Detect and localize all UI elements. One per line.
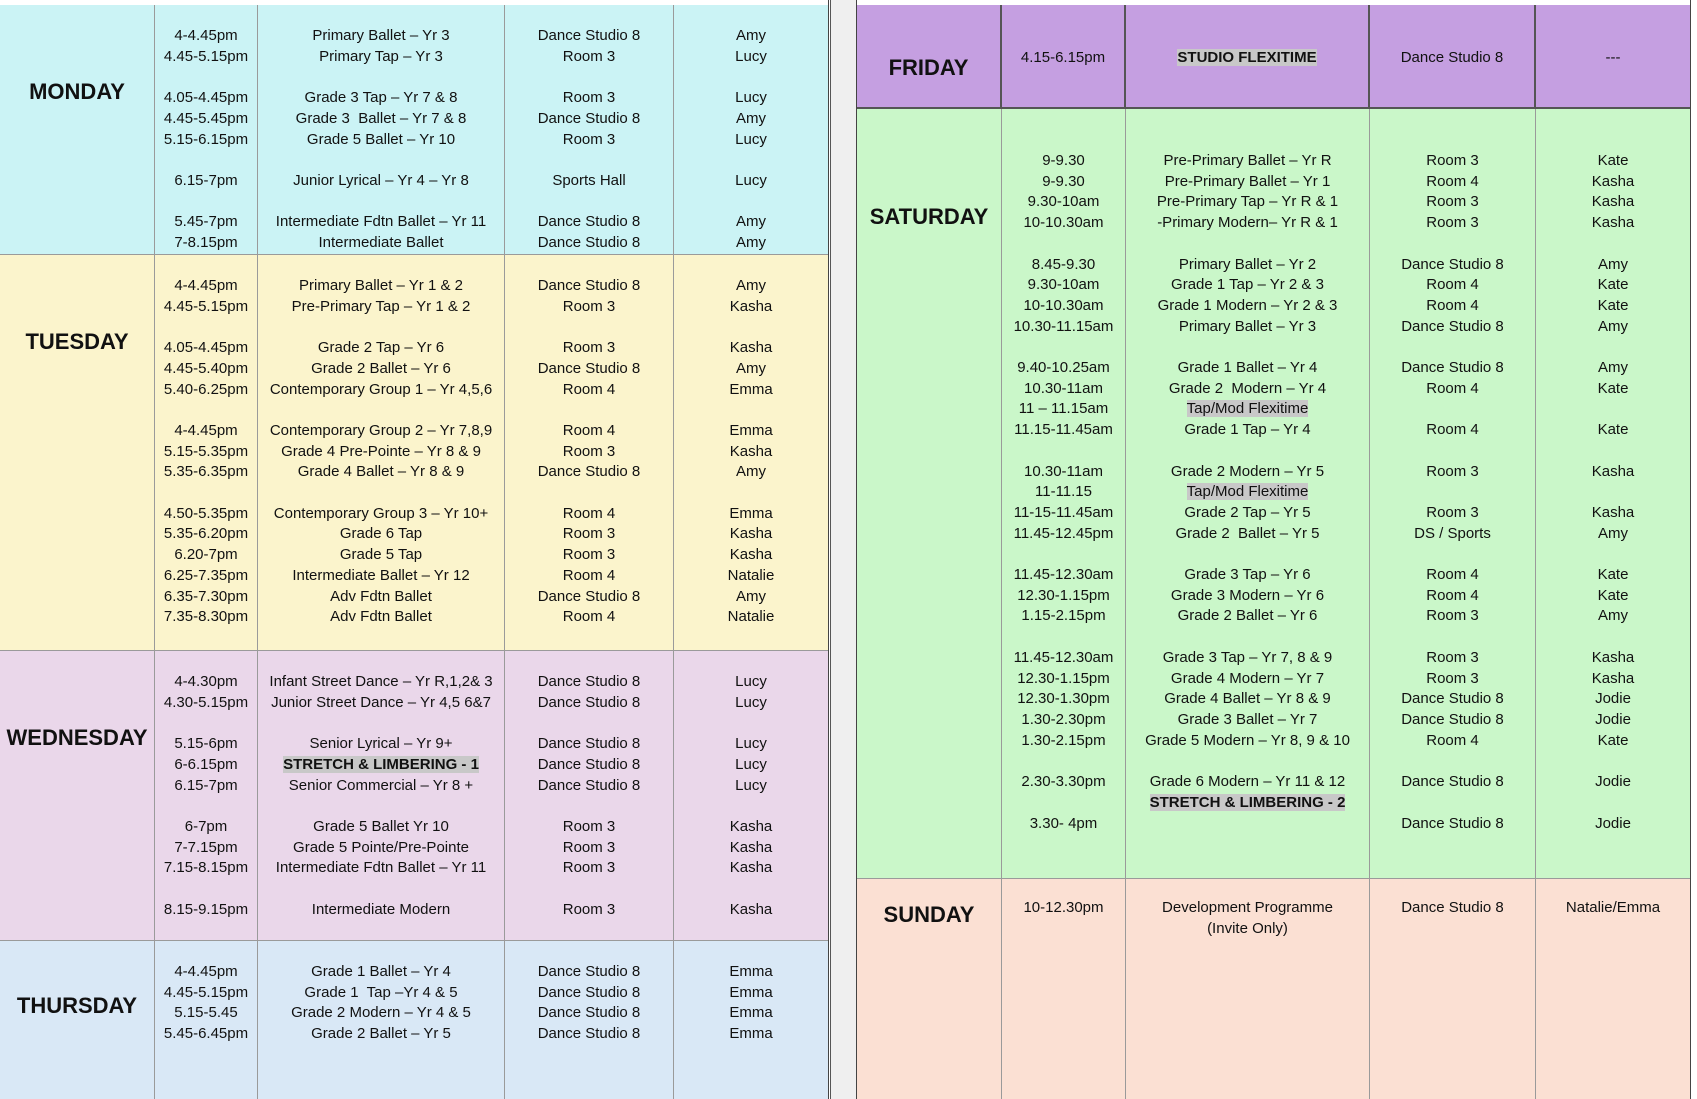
highlighted-class: STRETCH & LIMBERING - 1: [283, 755, 479, 773]
day-row-friday: [857, 5, 1690, 109]
class-highlight: [1126, 399, 1369, 420]
day-name: TUESDAY: [25, 329, 129, 354]
day-name: MONDAY: [29, 79, 125, 104]
teacher-cell: Kate Kasha Kasha Kasha Amy Kate Kate Amy Amy Kate Kate Kasha Kasha Amy Kate Kate Amy Kasha Kasha Jodie Jodie Kate Jodie Jodie: [1591, 152, 1635, 832]
day-name: SATURDAY: [869, 204, 989, 229]
room-cell: Dance Studio 8 Dance Studio 8 Dance Studio 8 Dance Studio 8: [505, 941, 674, 1099]
timetable-right: [856, 0, 1691, 1099]
day-name: THURSDAY: [16, 993, 138, 1018]
day-cell: [857, 879, 1002, 1099]
class-cell: [1126, 109, 1370, 878]
day-cell: [857, 5, 1002, 107]
room-cell: Dance Studio 8 Room 3 Room 3 Dance Studio 8 Room 3 Sports Hall Dance Studio 8 Dance Studio 8: [505, 5, 674, 254]
class-cell: [258, 651, 505, 940]
highlighted-class: Tap/Mod Flexitime: [1186, 483, 1309, 501]
class-list: Infant Street Dance – Yr R,1,2& 3 Junior Street Dance – Yr 4,5 6&7 Senior Lyrical – Yr 9+: [269, 673, 493, 753]
day-row-wednesday: [0, 651, 828, 941]
time-cell: 4.15-6.15pm: [1002, 5, 1126, 107]
page-gap: [830, 0, 857, 1099]
day-cell: [0, 5, 155, 254]
room-cell: Room 3 Room 4 Room 3 Room 3 Dance Studio 8 Room 4 Room 4 Dance Studio 8 Dance Studio 8 Room 4 Room 4 Room 3 Room 3 DS / Sports Room 4 Room 4 Room 3 Room 3 Room 3 Dance Studio 8 Dance Studio 8 Room 4 Dance Studio 8 Dance Studio 8: [1370, 109, 1536, 878]
class-highlight: [1126, 793, 1369, 814]
class-cell: Primary Ballet – Yr 1 & 2 Pre-Primary Tap – Yr 1 & 2 Grade 2 Tap – Yr 6 Grade 2 Ballet – Yr 6 Contemporary Group 1 – Yr 4,5,6 Contemporary Group 2 – Yr 7,8,9 Grade 4 Pre-Pointe – Yr 8 & 9 Grade 4 Ballet – Yr 8 & 9 Contemporary Group 3 – Yr 10+ Grade 6 Tap Grade 5 Tap Intermediate Ballet – Yr 12 Adv Fdtn Ballet Adv Fdtn Ballet: [258, 255, 505, 650]
day-name: WEDNESDAY: [6, 725, 148, 750]
teacher-cell: Amy Lucy Lucy Amy Lucy Lucy Amy Amy: [735, 27, 767, 252]
day-name: FRIDAY: [888, 55, 969, 80]
timetable-left: [0, 0, 829, 1099]
room-cell: Dance Studio 8 Room 3 Room 3 Dance Studio 8 Room 4 Room 4 Room 3 Dance Studio 8 Room 4 Room 3 Room 3 Room 4 Dance Studio 8 Room 4: [505, 255, 674, 650]
time-cell: 4-4.45pm 4.45-5.15pm 5.15-5.45 5.45-6.45pm: [155, 941, 258, 1099]
highlighted-class: STRETCH & LIMBERING - 2: [1149, 793, 1346, 811]
day-row-monday: [0, 5, 828, 255]
highlighted-class: Tap/Mod Flexitime: [1186, 400, 1309, 418]
class-list: Grade 2 Tap – Yr 5 Grade 2 Ballet – Yr 5 Grade 3 Tap – Yr 6 Grade 3 Modern – Yr 6 Grade 2 Ballet – Yr 6 Grade 3 Tap – Yr 7, 8 & 9 Grade 4 Modern – Yr 7 Grade 4 Ballet – Yr 8 & 9 Grade 3 Ballet – Yr 7 Grade 5 Modern – Yr 8, 9 & 10 Grade 6 Modern – Yr 11 & 12: [1145, 503, 1350, 791]
time-cell: 9-9.30 9-9.30 9.30-10am 10-10.30am 8.45-9.30 9.30-10am 10-10.30am 10.30-11.15am 9.40-10.25am 10.30-11am 11 – 11.15am 11.15-11.45am 10.30-11am 11-11.15 11-15-11.45am 11.45-12.45pm 11.45-12.30am 12.30-1.15pm 1.15-2.15pm 11.45-12.30am 12.30-1.15pm 12.30-1.30pm 1.30-2.30pm 1.30-2.15pm 2.30-3.30pm 3.30- 4pm: [1002, 109, 1126, 878]
class-cell: [1126, 5, 1370, 107]
time-cell: 4-4.45pm 4.45-5.15pm 4.05-4.45pm 4.45-5.45pm 5.15-6.15pm 6.15-7pm 5.45-7pm 7-8.15pm: [155, 5, 258, 254]
day-row-tuesday: [0, 255, 828, 651]
class-cell: Grade 1 Ballet – Yr 4 Grade 1 Tap –Yr 4 & 5 Grade 2 Modern – Yr 4 & 5 Grade 2 Ballet – Yr 5: [258, 941, 505, 1099]
room-cell: Dance Studio 8: [1370, 5, 1536, 107]
day-cell: [0, 255, 155, 650]
class-list: Pre-Primary Ballet – Yr R Pre-Primary Ballet – Yr 1 Pre-Primary Tap – Yr R & 1 -Primary Modern– Yr R & 1 Primary Ballet – Yr 2 Grade 1 Tap – Yr 2 & 3 Grade 1 Modern – Yr 2 & 3 Primary Ballet – Yr 3 Grade 1 Ballet – Yr 4 Grade 2 Modern – Yr 4: [1156, 152, 1339, 397]
day-row-saturday: [857, 109, 1690, 879]
room-cell: Dance Studio 8: [1370, 879, 1536, 1099]
day-row-sunday: [857, 879, 1690, 1099]
time-cell: 10-12.30pm: [1002, 879, 1126, 1099]
teacher-cell: Amy Kasha Kasha Amy Emma Emma Kasha Amy Emma Kasha Kasha Natalie Amy Natalie: [727, 277, 775, 626]
class-cell: Primary Ballet – Yr 3 Primary Tap – Yr 3 Grade 3 Tap – Yr 7 & 8 Grade 3 Ballet – Yr 7 & 8 Grade 5 Ballet – Yr 10 Junior Lyrical – Yr 4 – Yr 8 Intermediate Fdtn Ballet – Yr 11 Intermediate Ballet: [258, 5, 505, 254]
time-cell: 4-4.30pm 4.30-5.15pm 5.15-6pm 6-6.15pm 6.15-7pm 6-7pm 7-7.15pm 7.15-8.15pm 8.15-9.15pm: [155, 651, 258, 940]
class-highlight: [1126, 482, 1369, 503]
teacher-cell: Natalie/Emma: [1565, 899, 1661, 916]
teacher-cell: Emma Emma Emma Emma: [729, 963, 773, 1043]
teacher-cell: Lucy Lucy Lucy Lucy Lucy Kasha Kasha Kasha Kasha: [729, 673, 773, 918]
class-list: Senior Commercial – Yr 8 + Grade 5 Ballet Yr 10 Grade 5 Pointe/Pre-Pointe Intermediate Fdtn Ballet – Yr 11 Intermediate Modern: [275, 776, 487, 918]
highlighted-class: STUDIO FLEXITIME: [1177, 49, 1317, 66]
day-name: SUNDAY: [883, 902, 975, 927]
teacher-cell: ---: [1605, 49, 1621, 66]
day-cell: [0, 651, 155, 940]
day-row-thursday: [0, 941, 828, 1099]
class-list: Grade 1 Tap – Yr 4 Grade 2 Modern – Yr 5: [1170, 421, 1325, 480]
day-cell: [857, 109, 1002, 878]
class-cell: Development Programme (Invite Only): [1126, 879, 1370, 1099]
class-highlight: [258, 755, 504, 776]
day-cell: [0, 941, 155, 1099]
time-cell: 4-4.45pm 4.45-5.15pm 4.05-4.45pm 4.45-5.40pm 5.40-6.25pm 4-4.45pm 5.15-5.35pm 5.35-6.35pm 4.50-5.35pm 5.35-6.20pm 6.20-7pm 6.25-7.35pm 6.35-7.30pm 7.35-8.30pm: [155, 255, 258, 650]
room-cell: Dance Studio 8 Dance Studio 8 Dance Studio 8 Dance Studio 8 Dance Studio 8 Room 3 Room 3 Room 3 Room 3: [505, 651, 674, 940]
